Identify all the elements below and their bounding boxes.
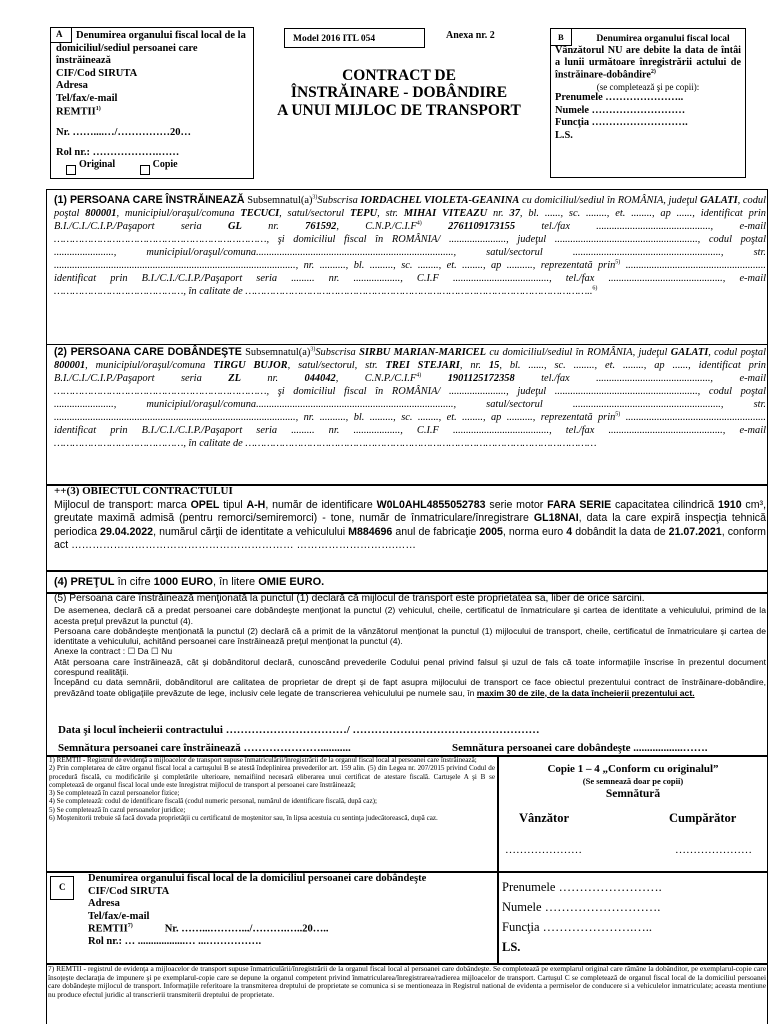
price-cifre: 1000 EURO: [153, 576, 213, 588]
box-a-nr: Nr. ……....…/……………20…: [56, 126, 191, 138]
object-an: 2005: [479, 525, 503, 538]
seller-str: MIHAI VITEAZU: [403, 208, 488, 220]
object-tip: A-H: [246, 498, 266, 511]
seller-name: IORDACHEL VIOLETA-GEANINA: [360, 195, 520, 206]
decl-p5: Începând cu data semnării, dobânditorul are calitatea de proprietar de drept şi de fapt asupra mijlocului de transport ce face obiectul prezentului contract de înstrăinare-dobândire, prevăzând toate obligaţiile prevăzute de lege, inclusiv cele legate de transcrierea vehiculului pe numele sau, în maxim 30 de zile, de la data încheierii prezentului act.: [54, 677, 766, 698]
object-heading: ++(3) OBIECTUL CONTRACTULUI: [54, 485, 233, 497]
cumparator-label: Cumpărător: [669, 811, 737, 825]
buyer-cod: 800001: [54, 360, 86, 372]
box-b-prenume: Prenumele …………………..: [555, 92, 684, 104]
box-b-notice: Vânzătorul NU are debite la data de întâi a lunii următoare înregistrării actului de înstrăinare-dobândire$^{2)}$: [555, 44, 741, 81]
note-4: 4) Se completează: codul de identificare fiscală (codul numeric personal, numărul de identificare fiscală, după caz);: [49, 797, 377, 806]
box-c-tel: Tel/fax/e-mail: [88, 910, 150, 922]
seller-text: (1) PERSOANA CARE ÎNSTRĂINEAZĂ $Subsemnatul(a)^{3)}Subscrisa$ IORDACHEL VIOLETA-GEANINA cu domiciliul/sediul în ROMÂNIA, judeţul GALATI, codul poştal 800001, municipiul/oraşul/comuna TECUCI, satul/sectorul TEPU, str. MIHAI VITEAZU nr. 37, bl. ......, sc. ........, et. ........, ap ......, identificat prin B.I./C.I./C.I.P./Paşaport seria GL nr. 761592, $C.N.P./C.I.F^{4)}$ 2761109173155 tel./fax ............................................, e-mail ……………………………………………………………, şi domiciliul fiscal în ROMÂNIA/ ......................, judeţul ......................................................., codul poştal ......................., municipiul/oraşul/comuna............................................................................, satul/sectorul ........................................................., str. ............................................................................................., nr. .........., bl. ........., sc. ........, et. ........, ap .........., reprezentată prin$^{5)}$ ...................................................... identificat prin B.I./C.I./C.I.P./Paşaport seria ......... nr. .................., C.I.F ....................................., tel./fax ............................................, e-mail ……………………………………, în calitate de …………………………………………………………………………………………………..$^{6)}$: [54, 194, 767, 298]
data-loc-line: Data şi locul încheierii contractului ……………………………/ ……………………………………………: [58, 724, 540, 736]
price-heading: (4) PREŢUL: [54, 576, 115, 588]
original-label: Original: [79, 159, 116, 170]
title-line-3: A UNUI MIJLOC DE TRANSPORT: [277, 101, 521, 119]
box-a-letter: A: [56, 29, 63, 39]
object-inm: GL18NAI: [533, 512, 579, 525]
anexa-label: Anexa nr. 2: [446, 30, 495, 41]
seller-cod: 800001: [85, 208, 117, 220]
seller-nr: 37: [509, 208, 520, 220]
decl-p2: De asemenea, declară că a predat persoanei care dobândeşte menţionat la punctul (2) vehiculul, cheile, certificatul de înmatriculare şi cartea de identitate a vehiculului, primind de la acesta preţul prevăzut la punctul (4).: [54, 605, 766, 626]
title-line-1: CONTRACT DE: [342, 67, 456, 84]
box-a-rol: Rol nr.: ……………….……: [56, 147, 180, 159]
declarations-text: [54, 593, 766, 698]
buyer-seria: ZL: [228, 373, 241, 385]
note-1: 1) REMTII - Registrul de evidenţă a mijloacelor de transport supuse înmatriculării/înregistrării de la organul fiscal local al persoanei care înstrăinează;: [49, 756, 477, 764]
object-data: 21.07.2021: [668, 525, 722, 538]
model-box: [284, 28, 425, 48]
footnote-7: 7) REMTII - registrul de evidenţa a mijloacelor de transport supuse înmatriculării/înregistrării de la organul fiscal local al persoanei care dobândeşte. Se completează pe exemplarul original care rămâne la dobânditor, pe exemplarul-copie care însoţeşte declaraţia de impunere şi pe exemplarul-copie care se depune la organul competent privind înmatricularea/înregistrarea/radierea mijloacelor de transport. Cartuşul C se completează de organul fiscal local de la domiciliul persoanei care dobândeşte mijlocul de transport. Informaţiile referitoare la transmiterea dreptului de proprietate se comunica si se mentioneaza in Registrul national de evidenta a permiselor de conducere si a vehiculelor inmatriculate; aceasta mentiune nu produce efectul juridic al transcrierii transmiterii dreptului de proprietate.: [48, 964, 766, 999]
vanzator-signature: …………………: [505, 844, 582, 856]
seller-sat: TEPU: [350, 208, 378, 220]
contract-title: [258, 67, 540, 119]
box-c-nr: Nr. ……...……….../……….…..20…..: [164, 923, 329, 935]
object-motor: FARA SERIE: [547, 498, 612, 511]
buyer-loc: TIRGU BUJOR: [213, 360, 288, 372]
buyer-name: SIRBU MARIAN-MARICEL: [359, 347, 486, 358]
seller-signature-line: Semnătura persoanei care înstrăinează …………………...........: [58, 742, 351, 754]
box-c-adresa: Adresa: [88, 898, 120, 910]
object-euro: 4: [566, 525, 573, 538]
seller-cnp: 2761109173155: [448, 221, 516, 233]
object-cc: 1910: [718, 498, 742, 511]
buyer-text: (2) PERSOANA CARE DOBÂNDEŞTE $Subsemnatul(a)^{3)}Subscrisa$ SIRBU MARIAN-MARICEL cu domiciliul/sediul în ROMÂNIA, judeţul GALATI, codul poştal 800001, municipiul/oraşul/comuna TIRGU BUJOR, satul/sectorul, str. TREI STEJARI, nr. 15, bl. ......, sc. ........, et. ........, ap ......, identificat prin B.I./C.I./C.I.P./Paşaport seria ZL nr. 044042, $C.N.P./C.I.F^{4)}$ 1901125172358 tel./fax ............................................, e-mail ……………………………………………………………, şi domiciliul fiscal în ROMÂNIA/ ......................, judeţul ......................................................., codul poştal ......................., municipiul/oraşul/comuna............................................................................, satul/sectorul ........................................................., str. ............................................................................................., nr. .........., bl. ........., sc. ........, et. ........, ap .........., reprezentată prin$^{5)}$ ...................................................... identificat prin B.I./C.I./C.I.P./Paşaport seria ......... nr. .................., C.I.F ....................................., tel./fax ............................................, e-mail ……………………………………, în calitate de ……………………………………………………………………………………………………: [54, 346, 766, 450]
decl-p1: (5) Persoana care înstrăinează menţionată la punctul (1) declară că mijlocul de transport este proprietatea sa, liber de orice sarcini.: [54, 593, 645, 604]
seller-loc: TECUCI: [240, 208, 280, 220]
vanzator-label: Vânzător: [519, 811, 569, 825]
box-c-letter: C: [59, 882, 66, 892]
note-5: 5) Se completează în cazul persoanelor juridice;: [49, 805, 186, 814]
box-c-ls: LS.: [502, 940, 521, 954]
seller-nrbi: 761592: [305, 221, 337, 233]
box-a-options: [66, 159, 178, 177]
copies-content: [498, 762, 768, 802]
buyer-str: TREI STEJARI: [385, 360, 460, 372]
box-b-nume: Numele ………………………: [555, 104, 686, 116]
box-a-remtii: REMTII$^{1)}$: [56, 105, 101, 118]
box-b-functia: Funcţia ……………………….: [555, 117, 688, 129]
box-c-prenume: Prenumele …………………….: [502, 880, 662, 894]
box-a-content: [56, 30, 250, 160]
decl-anexe: Anexe la contract : ☐ Da ☐ Nu: [54, 646, 173, 657]
box-c-remtii-row: REMTII$^{7)}$ Nr. ……...……….../……….…..20…..: [88, 923, 329, 935]
box-b-content: [555, 33, 741, 176]
note-2: 2) Prin completarea de către organul fiscal local a cartuşului B se atestă îndeplinirea prevederilor art. 159 alin. (5) din Legea nr. 207/2015 privind Codul de procedură fiscală, cu modificările şi completările ulterioare, nemaifiind necesară eliberarea unui certificat de atestare fiscală. Cartuşele A şi B se completează de organul fiscal local unde este înregistrat mijlocul de transport al persoanei care înstrăinează;: [49, 764, 495, 789]
copies-sub: (Se semnează doar pe copii): [582, 776, 684, 787]
original-checkbox[interactable]: [66, 165, 76, 175]
copie-checkbox[interactable]: [140, 165, 150, 175]
box-b-title: Denumirea organului fiscal local: [596, 33, 730, 44]
notes-list: [49, 756, 495, 822]
buyer-heading: (2) PERSOANA CARE DOBÂNDEŞTE: [54, 346, 242, 358]
seller-judet: GALATI: [700, 195, 738, 206]
object-itp: 29.04.2022: [100, 525, 154, 538]
box-c-nume: Numele ……………………….: [502, 900, 661, 914]
seller-seria: GL: [227, 221, 242, 233]
box-b-fill-note: (se completează şi pe copii):: [596, 81, 700, 92]
box-c-rol: Rol nr.: … ..................… ...…………….: [88, 936, 262, 948]
box-b-letter: B: [558, 32, 564, 42]
copie-label: Copie: [152, 159, 178, 170]
buyer-nr: 15: [488, 360, 500, 372]
price-litere: OMIE EURO.: [258, 576, 325, 588]
box-b-ls: L.S.: [555, 129, 573, 141]
box-c-letter-cell: [50, 876, 74, 900]
box-c-cif: CIF/Cod SIRUTA: [88, 885, 170, 897]
box-c-content: [88, 873, 494, 949]
box-a-tel: Tel/fax/e-mail: [56, 92, 118, 104]
object-vin: W0L0AHL4855052783: [376, 498, 486, 511]
model-label: Model 2016 ITL 054: [293, 34, 376, 44]
decl-p3: Persoana care dobândeşte menţionată la punctul (2) declară că a primit de la vânzătorul menţionat la punctul (1) mijlocului de transport, cheile, certificatul de înmatriculare şi cartea de identitate a vehiculului, achitând persoanei care înstrăinează preţul menţionat la punctul (4).: [54, 625, 766, 647]
box-c-signature-content: [502, 877, 662, 957]
cumparator-signature: …………………: [675, 844, 752, 856]
box-a-title: Denumirea organului fiscal local de la domiciliul/sediul persoanei care înstrăinează: [56, 30, 246, 67]
copies-sem: Semnătură: [605, 787, 661, 800]
seller-heading: (1) PERSOANA CARE ÎNSTRĂINEAZĂ: [54, 194, 245, 206]
box-a-cif: CIF/Cod SIRUTA: [56, 67, 138, 79]
copies-title: Copie 1 – 4 „Conform cu originalul”: [547, 763, 719, 775]
buyer-judet: GALATI: [670, 347, 709, 358]
buyer-signature-line: Semnătura persoanei care dobândeşte ..................…….: [452, 742, 708, 754]
note-6: 6) Moştenitorii trebuie să facă dovada proprietăţii cu certificatul de moştenitor sau, în lipsa acestuia cu sentinţa judecătorească, după caz.: [49, 814, 438, 823]
buyer-nrbi: 044042: [304, 373, 336, 385]
object-marca: OPEL: [190, 498, 220, 511]
box-c-functia: Funcţia ………………….…..: [502, 920, 652, 934]
box-a-adresa: Adresa: [56, 80, 88, 92]
note-3: 3) Se completează în cazul persoanelor fizice;: [49, 789, 180, 798]
object-civ: M884696: [348, 525, 393, 538]
box-c-title: Denumirea organului fiscal local de la domiciliul persoanei care dobândeşte: [88, 873, 427, 884]
decl-p4: Atât persoana care înstrăinează, cât şi dobânditorul declară, cunoscând prevederile Codului penal privind falsul şi uzul de fals că toate informaţiile înscrise în prezentul document corespund realităţii.: [54, 656, 766, 678]
title-line-2: ÎNSTRĂINARE - DOBÂNDIRE: [290, 84, 508, 102]
object-text: ++(3) OBIECTUL CONTRACTULUI Mijlocul de transport: marca OPEL tipul A-H, număr de identificare W0L0AHL4855052783 serie motor FARA SERIE capacitatea cilindrică 1910 cm³, greutate maximă admisă (pentru remorci/semiremorci) - tone, număr de înmatriculare/înregistrare GL18NAI, data la care expiră inspecţia tehnică periodica 29.04.2022, numărul cărţii de identitate a vehiculului M884696 anul de fabricaţie 2005, norma euro 4 dobândit la data de 21.07.2021, conform act ……………………………………………………… ……………………….……: [54, 485, 767, 552]
buyer-cnp: 1901125172358: [447, 373, 515, 385]
price-text: (4) PREŢUL în cifre 1000 EURO, în litere OMIE EURO.: [54, 576, 325, 588]
